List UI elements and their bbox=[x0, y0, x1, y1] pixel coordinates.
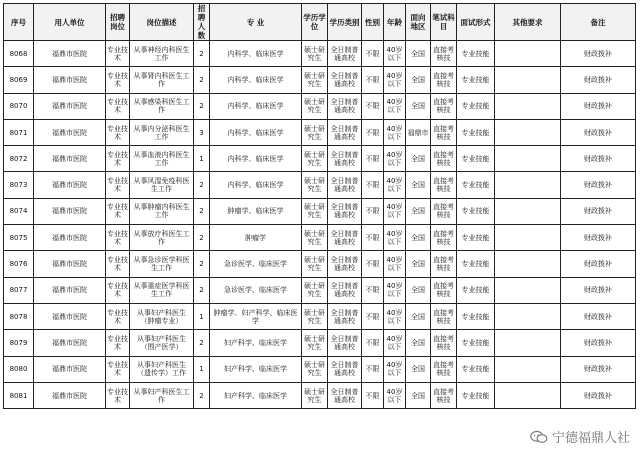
table-cell: 8070 bbox=[4, 93, 34, 119]
header-cell: 招聘岗位 bbox=[106, 4, 130, 41]
table-cell: 福鼎市医院 bbox=[34, 382, 106, 408]
table-cell bbox=[495, 119, 561, 145]
table-cell: 3 bbox=[194, 119, 210, 145]
table-cell: 福鼎市医院 bbox=[34, 330, 106, 356]
table-cell: 财政拨补 bbox=[561, 277, 636, 303]
table-cell: 从事妇产科医生（遗传学）工作 bbox=[130, 356, 194, 382]
table-cell: 专业技能 bbox=[457, 277, 495, 303]
table-cell: 全日制普通高校 bbox=[328, 198, 362, 224]
table-cell: 8075 bbox=[4, 225, 34, 251]
table-cell bbox=[495, 356, 561, 382]
table-row bbox=[4, 198, 636, 224]
table-cell: 8081 bbox=[4, 382, 34, 408]
table-cell: 2 bbox=[194, 330, 210, 356]
table-cell: 专业技术 bbox=[106, 119, 130, 145]
table-cell: 全国 bbox=[406, 277, 431, 303]
header-cell: 备注 bbox=[561, 4, 636, 41]
table-cell: 2 bbox=[194, 251, 210, 277]
table-cell: 全国 bbox=[406, 67, 431, 93]
table-row bbox=[4, 172, 636, 198]
table-cell: 40岁以下 bbox=[384, 356, 406, 382]
watermark bbox=[530, 427, 630, 446]
table-cell: 福鼎市医院 bbox=[34, 119, 106, 145]
table-row bbox=[4, 119, 636, 145]
table-cell: 专业技能 bbox=[457, 198, 495, 224]
table-cell: 福鼎市医院 bbox=[34, 41, 106, 67]
table-cell: 全日制普通高校 bbox=[328, 119, 362, 145]
table-cell: 全国 bbox=[406, 225, 431, 251]
table-cell: 专业技能 bbox=[457, 330, 495, 356]
table-cell: 从事妇产科医生工作 bbox=[130, 382, 194, 408]
table-cell: 硕士研究生 bbox=[302, 330, 328, 356]
table-cell: 直接考核技 bbox=[431, 67, 457, 93]
header-cell: 专 业 bbox=[210, 4, 302, 41]
table-cell: 从事肾内科医生工作 bbox=[130, 67, 194, 93]
table-cell: 2 bbox=[194, 225, 210, 251]
table-cell: 福鼎市医院 bbox=[34, 146, 106, 172]
header-cell: 性别 bbox=[362, 4, 384, 41]
table-cell: 全国 bbox=[406, 356, 431, 382]
table-row bbox=[4, 251, 636, 277]
table-cell: 直接考核技 bbox=[431, 251, 457, 277]
table-cell: 全国 bbox=[406, 251, 431, 277]
table-cell: 从事肿瘤内科医生工作 bbox=[130, 198, 194, 224]
table-cell: 专业技能 bbox=[457, 356, 495, 382]
table-cell: 财政拨补 bbox=[561, 382, 636, 408]
table-cell: 专业技术 bbox=[106, 41, 130, 67]
table-row bbox=[4, 225, 636, 251]
table-cell: 不限 bbox=[362, 225, 384, 251]
table-cell: 40岁以下 bbox=[384, 146, 406, 172]
table-cell: 全日制普通高校 bbox=[328, 356, 362, 382]
table-cell: 40岁以下 bbox=[384, 303, 406, 329]
table-cell: 8068 bbox=[4, 41, 34, 67]
table-cell: 2 bbox=[194, 67, 210, 93]
table-cell: 内科学、临床医学 bbox=[210, 93, 302, 119]
table-cell: 直接考核技 bbox=[431, 172, 457, 198]
table-cell: 财政拨补 bbox=[561, 93, 636, 119]
table-cell: 从事急诊医学科医生工作 bbox=[130, 251, 194, 277]
header-cell: 用人单位 bbox=[34, 4, 106, 41]
table-cell: 40岁以下 bbox=[384, 277, 406, 303]
table-cell: 从事重症医学科医生工作 bbox=[130, 277, 194, 303]
table-cell bbox=[495, 93, 561, 119]
header-cell: 学历类别 bbox=[328, 4, 362, 41]
header-cell: 其他要求 bbox=[495, 4, 561, 41]
table-cell: 全国 bbox=[406, 382, 431, 408]
table-cell: 不限 bbox=[362, 41, 384, 67]
table-cell: 直接考核技 bbox=[431, 330, 457, 356]
table-cell: 专业技能 bbox=[457, 251, 495, 277]
header-cell: 笔试科目 bbox=[431, 4, 457, 41]
table-cell: 40岁以下 bbox=[384, 41, 406, 67]
table-cell: 从事血液内科医生工作 bbox=[130, 146, 194, 172]
table-cell: 40岁以下 bbox=[384, 225, 406, 251]
table-cell: 直接考核技 bbox=[431, 198, 457, 224]
table-cell: 福鼎市医院 bbox=[34, 93, 106, 119]
wechat-icon bbox=[530, 430, 548, 444]
table-cell: 全国 bbox=[406, 41, 431, 67]
table-cell: 专业技术 bbox=[106, 146, 130, 172]
table-cell bbox=[495, 225, 561, 251]
table-cell: 硕士研究生 bbox=[302, 303, 328, 329]
table-cell: 直接考核技 bbox=[431, 303, 457, 329]
table-cell: 专业技术 bbox=[106, 382, 130, 408]
table-cell bbox=[495, 303, 561, 329]
table-cell: 8072 bbox=[4, 146, 34, 172]
table-cell: 专业技能 bbox=[457, 67, 495, 93]
table-cell: 福鼎市 bbox=[406, 119, 431, 145]
table-cell: 1 bbox=[194, 146, 210, 172]
header-row bbox=[4, 4, 636, 41]
table-cell: 专业技能 bbox=[457, 41, 495, 67]
table-cell bbox=[495, 67, 561, 93]
table-cell: 8073 bbox=[4, 172, 34, 198]
table-cell: 直接考核技 bbox=[431, 356, 457, 382]
table-cell: 全日制普通高校 bbox=[328, 303, 362, 329]
table-cell: 专业技能 bbox=[457, 382, 495, 408]
table-cell: 财政拨补 bbox=[561, 198, 636, 224]
table-cell: 财政拨补 bbox=[561, 41, 636, 67]
table-cell: 专业技术 bbox=[106, 251, 130, 277]
table-cell: 不限 bbox=[362, 67, 384, 93]
table-cell: 硕士研究生 bbox=[302, 119, 328, 145]
table-cell: 2 bbox=[194, 198, 210, 224]
table-cell: 1 bbox=[194, 303, 210, 329]
table-cell: 从事神经内科医生工作 bbox=[130, 41, 194, 67]
table-cell: 不限 bbox=[362, 146, 384, 172]
table-cell: 专业技术 bbox=[106, 198, 130, 224]
table-cell: 专业技术 bbox=[106, 172, 130, 198]
table-cell: 全日制普通高校 bbox=[328, 382, 362, 408]
table-cell: 从事风湿免疫科医生工作 bbox=[130, 172, 194, 198]
table-cell: 全日制普通高校 bbox=[328, 67, 362, 93]
table-cell: 全国 bbox=[406, 198, 431, 224]
table-cell: 专业技能 bbox=[457, 93, 495, 119]
table-cell: 妇产科学、临床医学 bbox=[210, 330, 302, 356]
table-cell: 专业技术 bbox=[106, 225, 130, 251]
table-cell: 全日制普通高校 bbox=[328, 251, 362, 277]
table-cell: 40岁以下 bbox=[384, 330, 406, 356]
table-cell: 40岁以下 bbox=[384, 119, 406, 145]
table-cell: 直接考核技 bbox=[431, 225, 457, 251]
table-cell: 财政拨补 bbox=[561, 146, 636, 172]
table-cell: 财政拨补 bbox=[561, 303, 636, 329]
table-row bbox=[4, 93, 636, 119]
table-cell: 8076 bbox=[4, 251, 34, 277]
table-cell: 硕士研究生 bbox=[302, 382, 328, 408]
table-cell: 从事感染科医生工作 bbox=[130, 93, 194, 119]
table-cell bbox=[495, 172, 561, 198]
table-cell: 内科学、临床医学 bbox=[210, 41, 302, 67]
table-cell: 专业技能 bbox=[457, 172, 495, 198]
table-cell: 1 bbox=[194, 356, 210, 382]
table-cell: 不限 bbox=[362, 303, 384, 329]
table-cell: 妇产科学、临床医学 bbox=[210, 356, 302, 382]
table-cell: 专业技术 bbox=[106, 330, 130, 356]
table-cell bbox=[495, 382, 561, 408]
table-cell: 全日制普通高校 bbox=[328, 172, 362, 198]
table-cell: 2 bbox=[194, 172, 210, 198]
table-cell: 硕士研究生 bbox=[302, 41, 328, 67]
table-cell: 40岁以下 bbox=[384, 172, 406, 198]
table-cell: 财政拨补 bbox=[561, 251, 636, 277]
table-cell bbox=[495, 41, 561, 67]
table-cell: 全日制普通高校 bbox=[328, 330, 362, 356]
table-cell: 40岁以下 bbox=[384, 93, 406, 119]
table-cell: 直接考核技 bbox=[431, 382, 457, 408]
header-cell: 序号 bbox=[4, 4, 34, 41]
table-cell: 不限 bbox=[362, 330, 384, 356]
table-cell: 福鼎市医院 bbox=[34, 67, 106, 93]
table-cell: 全日制普通高校 bbox=[328, 146, 362, 172]
table-cell: 直接考核技 bbox=[431, 146, 457, 172]
table-cell: 专业技术 bbox=[106, 303, 130, 329]
table-cell: 40岁以下 bbox=[384, 67, 406, 93]
table-cell: 专业技能 bbox=[457, 119, 495, 145]
table-row bbox=[4, 303, 636, 329]
table-cell: 财政拨补 bbox=[561, 225, 636, 251]
table-cell: 8074 bbox=[4, 198, 34, 224]
table-cell: 专业技能 bbox=[457, 225, 495, 251]
table-cell: 财政拨补 bbox=[561, 356, 636, 382]
header-cell: 岗位描述 bbox=[130, 4, 194, 41]
table-cell: 专业技术 bbox=[106, 356, 130, 382]
table-cell: 福鼎市医院 bbox=[34, 198, 106, 224]
table-cell: 急诊医学、临床医学 bbox=[210, 277, 302, 303]
table-cell: 专业技能 bbox=[457, 146, 495, 172]
table-cell: 全国 bbox=[406, 330, 431, 356]
table-cell: 硕士研究生 bbox=[302, 225, 328, 251]
table-cell: 硕士研究生 bbox=[302, 356, 328, 382]
table-cell: 硕士研究生 bbox=[302, 172, 328, 198]
table-cell: 内科学、临床医学 bbox=[210, 146, 302, 172]
table-cell: 直接考核技 bbox=[431, 93, 457, 119]
table-cell bbox=[495, 198, 561, 224]
table-cell: 急诊医学、临床医学 bbox=[210, 251, 302, 277]
table-cell: 福鼎市医院 bbox=[34, 356, 106, 382]
table-cell: 40岁以下 bbox=[384, 251, 406, 277]
table-cell: 不限 bbox=[362, 93, 384, 119]
table-cell: 从事内分泌科医生工作 bbox=[130, 119, 194, 145]
table-row bbox=[4, 41, 636, 67]
table-cell: 直接考核技 bbox=[431, 277, 457, 303]
table-cell: 从事妇产科医生（肿瘤专业） bbox=[130, 303, 194, 329]
table-cell: 内科学、临床医学 bbox=[210, 119, 302, 145]
table-cell: 福鼎市医院 bbox=[34, 251, 106, 277]
header-cell: 招聘人数 bbox=[194, 4, 210, 41]
table-cell: 肿瘤学、妇产科学、临床医学 bbox=[210, 303, 302, 329]
table-cell: 不限 bbox=[362, 356, 384, 382]
table-cell: 硕士研究生 bbox=[302, 67, 328, 93]
table-cell: 财政拨补 bbox=[561, 67, 636, 93]
table-cell: 不限 bbox=[362, 251, 384, 277]
table-cell bbox=[495, 251, 561, 277]
table-cell: 40岁以下 bbox=[384, 382, 406, 408]
table-cell: 2 bbox=[194, 93, 210, 119]
table-cell bbox=[495, 330, 561, 356]
table-cell: 妇产科学、临床医学 bbox=[210, 382, 302, 408]
table-cell: 硕士研究生 bbox=[302, 146, 328, 172]
table-row bbox=[4, 330, 636, 356]
header-cell: 面试形式 bbox=[457, 4, 495, 41]
table-cell: 不限 bbox=[362, 172, 384, 198]
table-cell: 8077 bbox=[4, 277, 34, 303]
table-cell: 硕士研究生 bbox=[302, 198, 328, 224]
table-row bbox=[4, 382, 636, 408]
table-cell: 福鼎市医院 bbox=[34, 303, 106, 329]
table-cell: 直接考核技 bbox=[431, 119, 457, 145]
table-cell: 肿瘤学、临床医学 bbox=[210, 198, 302, 224]
table-cell: 硕士研究生 bbox=[302, 93, 328, 119]
header-cell: 面向地区 bbox=[406, 4, 431, 41]
table-cell: 全国 bbox=[406, 172, 431, 198]
table-cell: 2 bbox=[194, 277, 210, 303]
table-cell: 专业技术 bbox=[106, 277, 130, 303]
table-cell bbox=[495, 277, 561, 303]
table-cell: 福鼎市医院 bbox=[34, 225, 106, 251]
header-cell: 学历学位 bbox=[302, 4, 328, 41]
table-cell: 肿瘤学 bbox=[210, 225, 302, 251]
recruitment-table bbox=[3, 3, 636, 409]
table-cell: 8069 bbox=[4, 67, 34, 93]
table-cell: 专业技术 bbox=[106, 93, 130, 119]
table-cell: 不限 bbox=[362, 198, 384, 224]
table-cell: 直接考核技 bbox=[431, 41, 457, 67]
table-cell: 财政拨补 bbox=[561, 119, 636, 145]
table-cell: 从事放疗科医生工作 bbox=[130, 225, 194, 251]
table-row bbox=[4, 146, 636, 172]
table-cell: 不限 bbox=[362, 277, 384, 303]
table-cell: 全国 bbox=[406, 146, 431, 172]
table-cell: 硕士研究生 bbox=[302, 277, 328, 303]
table-cell: 内科学、临床医学 bbox=[210, 67, 302, 93]
table-cell: 全日制普通高校 bbox=[328, 277, 362, 303]
table-row bbox=[4, 356, 636, 382]
table-cell: 40岁以下 bbox=[384, 198, 406, 224]
table-row bbox=[4, 277, 636, 303]
table-cell: 财政拨补 bbox=[561, 330, 636, 356]
table-body bbox=[4, 41, 636, 409]
table-cell: 硕士研究生 bbox=[302, 251, 328, 277]
table-cell: 福鼎市医院 bbox=[34, 277, 106, 303]
table-cell: 不限 bbox=[362, 119, 384, 145]
table-cell: 8071 bbox=[4, 119, 34, 145]
table-cell: 内科学、临床医学 bbox=[210, 172, 302, 198]
table-cell: 财政拨补 bbox=[561, 172, 636, 198]
table-cell: 福鼎市医院 bbox=[34, 172, 106, 198]
table-cell: 2 bbox=[194, 41, 210, 67]
table-cell: 专业技术 bbox=[106, 67, 130, 93]
table-cell: 8078 bbox=[4, 303, 34, 329]
table-row bbox=[4, 67, 636, 93]
table-cell bbox=[495, 146, 561, 172]
table-cell: 全日制普通高校 bbox=[328, 41, 362, 67]
table-cell: 从事妇产科医生（围产医学） bbox=[130, 330, 194, 356]
header-cell: 年龄 bbox=[384, 4, 406, 41]
table-cell: 全国 bbox=[406, 303, 431, 329]
table-cell: 全日制普通高校 bbox=[328, 93, 362, 119]
table-cell: 2 bbox=[194, 382, 210, 408]
table-cell: 专业技能 bbox=[457, 303, 495, 329]
table-cell: 全日制普通高校 bbox=[328, 225, 362, 251]
table-cell: 8079 bbox=[4, 330, 34, 356]
table-cell: 8080 bbox=[4, 356, 34, 382]
table-cell: 全国 bbox=[406, 93, 431, 119]
table-cell: 不限 bbox=[362, 382, 384, 408]
watermark-text: 宁德福鼎人社 bbox=[551, 431, 630, 446]
